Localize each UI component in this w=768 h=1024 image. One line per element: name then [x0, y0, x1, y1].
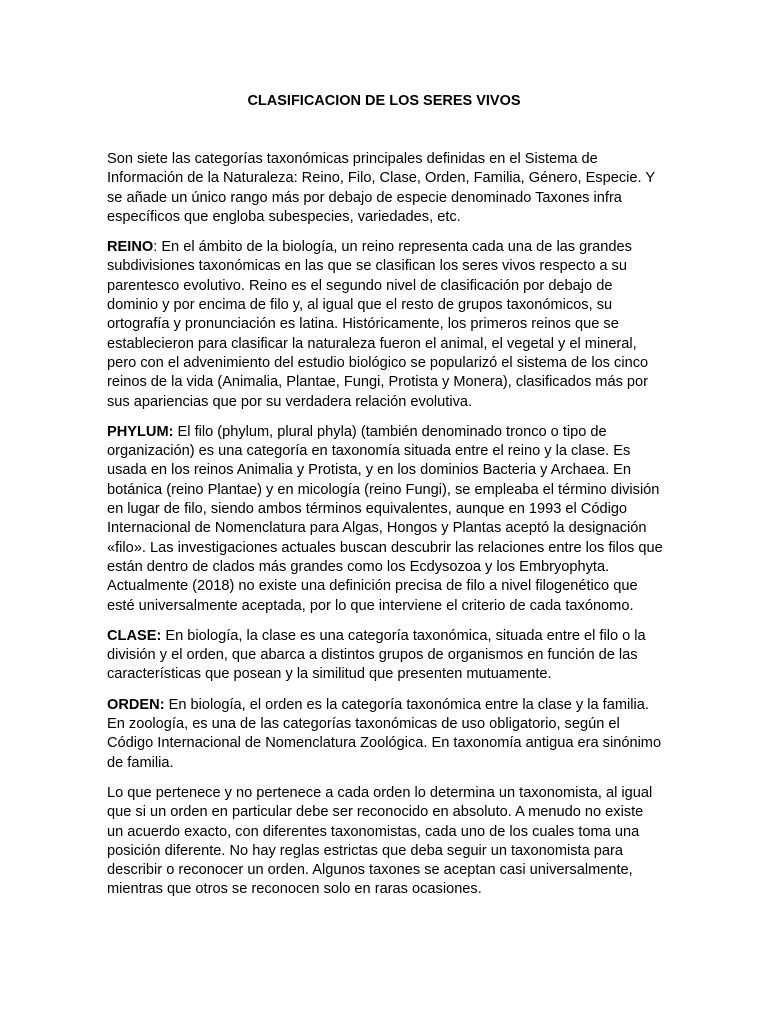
- document-title: CLASIFICACION DE LOS SERES VIVOS: [247, 93, 521, 109]
- section-reino-label: REINO: [107, 239, 154, 256]
- intro-paragraph: Son siete las categorías taxonómicas principales definidas en el Sistema de Información de la Naturaleza: Reino, Filo, Clase, Orden, Familia, Género, Especie. Y se añade un único rango más por debajo de especie denominado Taxones infra específicos que engloba subespecies, variedades, etc.: [107, 151, 655, 225]
- section-reino: [107, 238, 663, 412]
- section-clase-text: En biología, la clase es una categoría taxonómica, situada entre el filo o la división y el orden, que abarca a distintos grupos de organismos en función de las características que posean y la similitud que presenten mutuamente.: [107, 627, 646, 683]
- section-clase: [107, 627, 663, 685]
- section-orden-text: En biología, el orden es la categoría taxonómica entre la clase y la familia. En zoología, es una de las categorías taxonómicas de uso obligatorio, según el Código Internacional de Nomenclatura Zoológica. En taxonomía antigua era sinónimo de familia.: [107, 696, 662, 771]
- section-phylum-text: El filo (phylum, plural phyla) (también denominado tronco o tipo de organización) es una categoría en taxonomía situada entre el reino y la clase. Es usada en los reinos Animalia y Protista, y en los dominios Bacteria y Archaea. En botánica (reino Plantae) y en micología (reino Fungi), se empleaba el término división en lugar de filo, siendo ambos términos equivalentes, aunque en 1993 el Código Internacional de Nomenclatura para Algas, Hongos y Plantas aceptó la designación «filo». Las investigaciones actuales buscan descubrir las relaciones entre los filos que están dentro de clados más grandes como los Ecdysozoa y los Embryophyta. Actualmente (2018) no existe una definición precisa de filo a nivel filogenético que esté universalmente aceptada, por lo que interviene el criterio de cada taxónomo.: [107, 423, 663, 614]
- section-orden-label: ORDEN:: [107, 696, 165, 713]
- section-phylum: [107, 423, 663, 616]
- section-clase-label: CLASE:: [107, 627, 162, 644]
- closing-paragraph: Lo que pertenece y no pertenece a cada orden lo determina un taxonomista, al igual que si un orden en particular debe ser reconocido en absoluto. A menudo no existe un acuerdo exacto, con diferentes taxonomistas, cada uno de los cuales toma una posición diferente. No hay reglas estrictas que deba seguir un taxonomista para describir o reconocer un orden. Algunos taxones se aceptan casi universalmente, mientras que otros se reconocen solo en raras ocasiones.: [107, 784, 653, 898]
- document-body: [107, 150, 663, 911]
- section-phylum-label: PHYLUM:: [107, 423, 174, 440]
- section-orden: [107, 696, 663, 773]
- section-reino-text: : En el ámbito de la biología, un reino representa cada una de las grandes subdivisiones taxonómicas en las que se clasifican los seres vivos respecto a su parentesco evolutivo. Reino es el segundo nivel de clasificación por debajo de dominio y por encima de filo y, al igual que el resto de grupos taxonómicos, su ortografía y pronunciación es latina. Históricamente, los primeros reinos que se establecieron para clasificar la naturaleza fueron el animal, el vegetal y el mineral, pero con el advenimiento del estudio biológico se popularizó el sistema de los cinco reinos de la vida (Animalia, Plantae, Fungi, Protista y Monera), clasificados más por sus apariencias que por su verdadera relación evolutiva.: [107, 239, 649, 410]
